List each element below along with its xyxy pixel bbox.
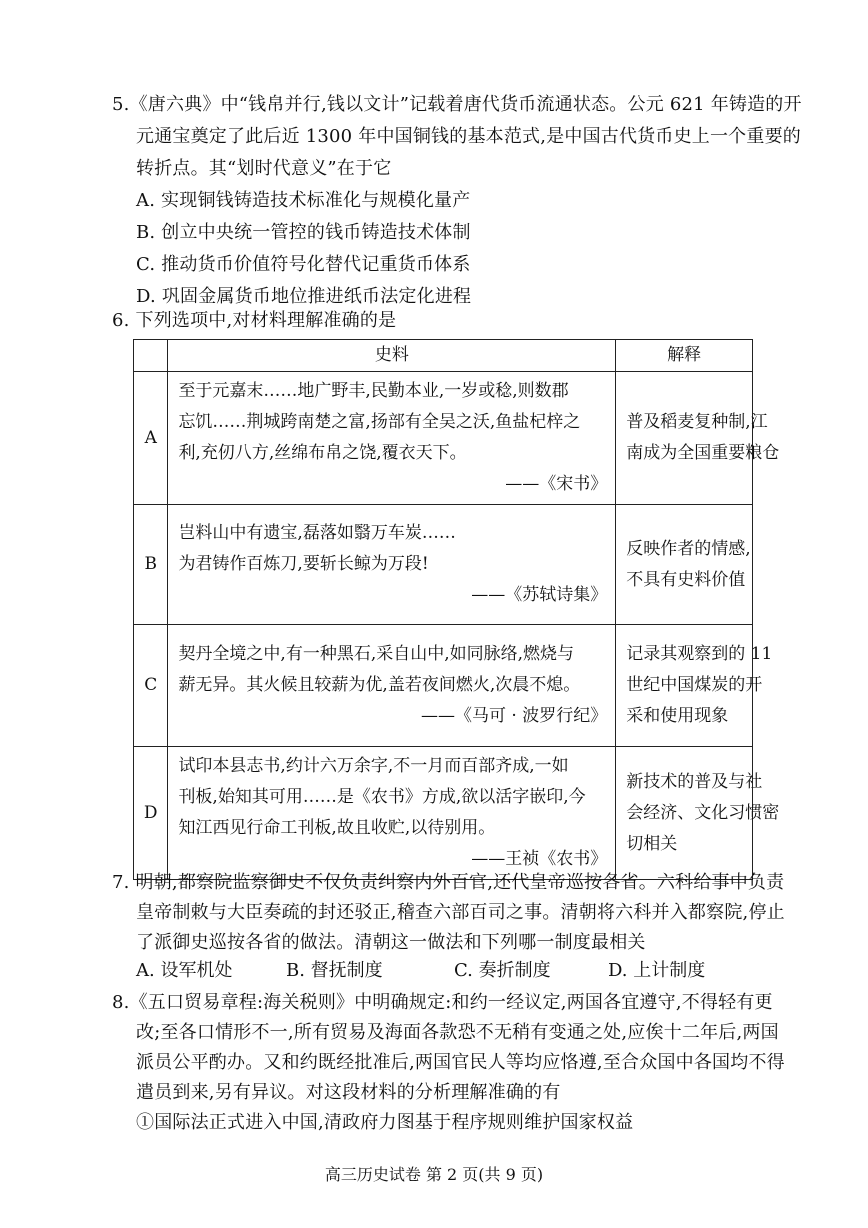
- q8-stem-line-3: 派员公平酌办。又和约既经批准后,两国官民人等均应恪遵,至合众国中各国均不得: [136, 1052, 785, 1073]
- source-line: 契丹全境之中,有一种黑石,采自山中,如同脉络,燃烧与: [178, 644, 575, 664]
- table-row: [134, 372, 753, 505]
- row-label: B: [134, 505, 168, 625]
- q7-stem-line-1: 7. 明朝,都察院监察御史不仅负责纠察内外百官,还代皇帝巡按各省。六科给事中负责: [112, 872, 785, 893]
- source-line: 知江西见行命工刊板,故且收贮,以待别用。: [178, 818, 496, 838]
- row-label: D: [134, 747, 168, 880]
- source-citation: ——王祯《农书》: [471, 849, 608, 869]
- q7-option-d: D. 上计制度: [608, 960, 706, 981]
- source-line: 岂料山中有遗宝,磊落如翳万车炭……: [178, 523, 456, 543]
- explain-line: 采和使用现象: [626, 706, 729, 726]
- row-explain: [616, 747, 780, 880]
- q5-option-c: C. 推动货币价值符号化替代记重货币体系: [136, 254, 471, 275]
- row-explain: [616, 625, 773, 747]
- table-row: [134, 625, 753, 747]
- header-blank: [134, 340, 168, 372]
- row-explain: [616, 505, 753, 625]
- row-source: [168, 505, 616, 625]
- source-line: 为君铸作百炼刀,要斩长鲸为万段!: [178, 554, 429, 574]
- row-source: [168, 372, 616, 505]
- explain-line: 普及稻麦复种制,江: [626, 412, 768, 432]
- source-line: 至于元嘉末……地广野丰,民勤本业,一岁或稔,则数郡: [178, 381, 569, 401]
- q7-option-b: B. 督抚制度: [286, 960, 383, 981]
- explain-line: 会经济、文化习惯密: [626, 802, 780, 823]
- row-source: [168, 747, 616, 880]
- q7-stem-line-2: 皇帝制敕与大臣奏疏的封还驳正,稽查六部百司之事。清朝将六科并入都察院,停止: [136, 902, 785, 923]
- q7-option-c: C. 奏折制度: [454, 960, 551, 981]
- explain-line: 南成为全国重要粮仓: [626, 443, 780, 463]
- q8-statement-1: ①国际法正式进入中国,清政府力图基于程序规则维护国家权益: [136, 1112, 634, 1133]
- source-line: 薪无异。其火候且较薪为优,盖若夜间燃火,次晨不熄。: [178, 675, 581, 695]
- row-explain: [616, 372, 780, 505]
- page-footer: 高三历史试卷 第 2 页(共 9 页): [324, 1165, 544, 1184]
- explain-line: 新技术的普及与社: [626, 771, 763, 792]
- q7-stem-line-3: 了派御史巡按各省的做法。清朝这一做法和下列哪一制度最相关: [136, 932, 646, 953]
- q5-option-a: A. 实现铜钱铸造技术标准化与规模化量产: [136, 190, 471, 211]
- source-line: 忘饥……荆城跨南楚之富,扬部有全吴之沃,鱼盐杞梓之: [178, 412, 581, 432]
- explain-line: 切相关: [626, 833, 678, 854]
- header-explain: 解释: [616, 340, 753, 372]
- source-citation: ——《宋书》: [505, 474, 608, 494]
- q5-stem-line-1: 5.《唐六典》中“钱帛并行,钱以文计”记载着唐代货币流通状态。公元 621 年铸造的开: [112, 94, 802, 115]
- q7-option-a: A. 设军机处: [136, 960, 233, 981]
- q8-stem-line-2: 改;至各口情形不一,所有贸易及海面各款恐不无稍有变通之处,应俟十二年后,两国: [136, 1022, 779, 1043]
- row-label: A: [134, 372, 168, 505]
- source-line: 刊板,始知其可用……是《农书》方成,欲以活字嵌印,今: [178, 787, 586, 807]
- q5-stem-line-2: 元通宝奠定了此后近 1300 年中国铜钱的基本范式,是中国古代货币史上一个重要的: [136, 126, 801, 147]
- q5-option-d: D. 巩固金属货币地位推进纸币法定化进程: [136, 286, 472, 307]
- q6-table: [133, 339, 780, 880]
- q8-stem-line-1: 8.《五口贸易章程:海关税则》中明确规定:和约一经议定,两国各宜遵守,不得轻有更: [112, 992, 773, 1013]
- table-row: [134, 747, 753, 880]
- source-line: 利,充仞八方,丝绵布帛之饶,覆衣天下。: [178, 443, 467, 463]
- explain-line: 记录其观察到的 11: [626, 644, 773, 664]
- q6-stem: 6. 下列选项中,对材料理解准确的是: [112, 310, 397, 331]
- q5-stem-line-3: 转折点。其“划时代意义”在于它: [136, 158, 392, 179]
- row-label: C: [134, 625, 168, 747]
- source-citation: ——《苏轼诗集》: [471, 585, 608, 605]
- q7-options: [136, 958, 776, 984]
- q8-stem-line-4: 遣员到来,另有异议。对这段材料的分析理解准确的有: [136, 1082, 561, 1103]
- header-source: 史料: [168, 340, 616, 372]
- source-line: 试印本县志书,约计六万余字,不一月而百部齐成,一如: [178, 756, 569, 776]
- table-header-row: [134, 340, 753, 372]
- q5-option-b: B. 创立中央统一管控的钱币铸造技术体制: [136, 222, 471, 243]
- table-row: [134, 505, 753, 625]
- explain-line: 世纪中国煤炭的开: [626, 675, 763, 695]
- explain-line: 反映作者的情感,: [626, 538, 751, 559]
- source-citation: ——《马可 · 波罗行纪》: [421, 706, 608, 726]
- explain-line: 不具有史料价值: [626, 569, 746, 590]
- row-source: [168, 625, 616, 747]
